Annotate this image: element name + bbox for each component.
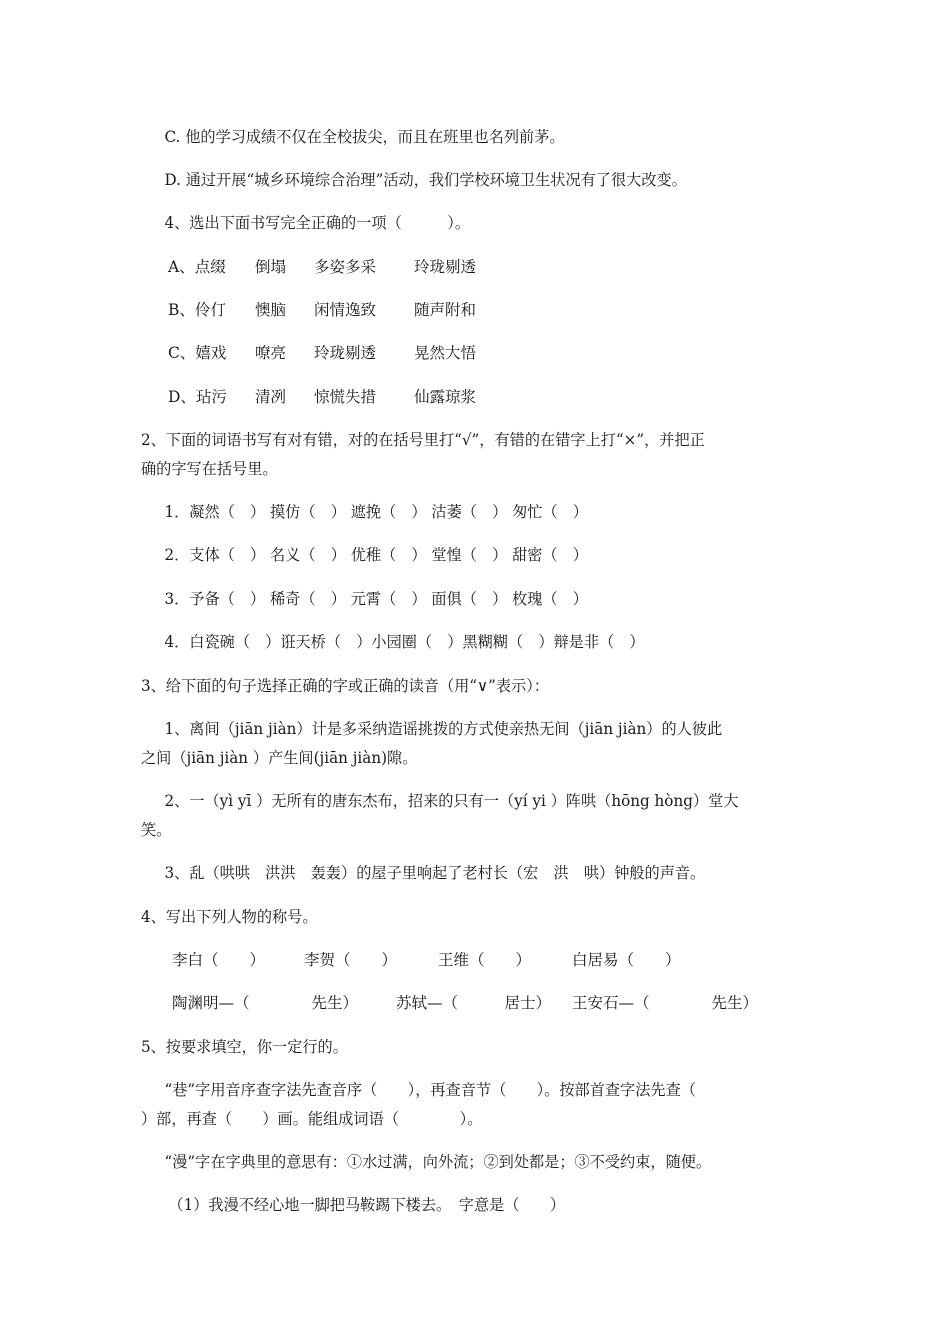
dictionary-task: “巷”字用音序查字法先查音序（ ），再查音节（ ）。按部首查字法先查（ [164, 1081, 696, 1099]
question-3-title: 3、给下面的句子选择正确的字或正确的读音（用“∨”表示）： [140, 677, 550, 695]
option-c-sentence: C. 他的学习成绩不仅在全校拔尖，而且在班里也名列前茅。 [164, 128, 565, 146]
title-wang-anshi: 王安石—（ 先生） [572, 994, 759, 1012]
sentence-2-cont: 笑。 [140, 821, 172, 839]
option-word: 懊脑 [255, 301, 287, 319]
option-word: 嘹亮 [255, 344, 287, 362]
word-row-1: 1．凝然（ ） 摸仿（ ） 遮挽（ ） 沽萎（ ） 匆忙（ ） [164, 503, 588, 521]
option-word: 随声附和 [414, 301, 477, 319]
option-word: 玲珑剔透 [314, 344, 377, 362]
title-su-shi: 苏轼—（ 居士） [396, 994, 552, 1012]
option-word: 倒塌 [255, 258, 287, 276]
title-tao-yuanming: 陶渊明—（ 先生） [172, 994, 359, 1012]
option-label: B、伶仃 [168, 301, 226, 319]
option-label: A、点缀 [168, 258, 226, 276]
poet-li-bai: 李白（ ） [172, 951, 266, 969]
sentence-3: 3、乱（哄哄 洪洪 轰轰）的屋子里响起了老村长（宏 洪 哄）钟般的声音。 [164, 864, 706, 882]
question-4b-title: 4、写出下列人物的称号。 [140, 908, 318, 926]
word-row-4: 4．白瓷碗（ ）诳天桥（ ）小园圈（ ）黑糊糊（ ）辩是非（ ） [164, 633, 645, 651]
poet-wang-wei: 王维（ ） [438, 951, 532, 969]
option-word: 晃然大悟 [414, 344, 477, 362]
option-word: 清冽 [255, 388, 287, 406]
option-word: 多姿多采 [314, 258, 377, 276]
dictionary-task-cont: ）部，再查（ ）画。能组成词语（ ）。 [140, 1110, 483, 1128]
poet-li-he: 李贺（ ） [304, 951, 398, 969]
man-meanings: “漫”字在字典里的意思有：①水过满，向外流；②到处都是；③不受约束，随便。 [164, 1153, 712, 1171]
sentence-1-cont: 之间（jiān jiàn ）产生间(jiān jiàn)隙。 [140, 749, 418, 767]
question-4-title: 4、选出下面书写完全正确的一项（ ）。 [164, 214, 471, 232]
option-word: 玲珑剔透 [414, 258, 477, 276]
poet-bai-juyi: 白居易（ ） [572, 951, 681, 969]
sentence-2: 2、一（yì yī ）无所有的唐东杰布，招来的只有一（yí yi ）阵哄（hōng hòng）堂大 [164, 792, 739, 810]
question-5-title: 5、按要求填空，你一定行的。 [140, 1038, 348, 1056]
option-label: D、玷污 [168, 388, 227, 406]
option-word: 仙露琼浆 [414, 388, 477, 406]
sentence-1: 1、离间（jiān jiàn）计是多采纳造谣挑拨的方式使亲热无间（jiān jiàn）的人彼此 [164, 720, 723, 738]
option-d-sentence: D. 通过开展“城乡环境综合治理”活动，我们学校环境卫生状况有了很大改变。 [164, 171, 687, 189]
question-2-title: 2、下面的词语书写有对有错，对的在括号里打“√”，有错的在错字上打“×”，并把正 [140, 431, 705, 449]
word-row-2: 2．支体（ ） 名义（ ） 优稚（ ） 堂惶（ ） 甜密（ ） [164, 546, 588, 564]
option-word: 惊慌失措 [314, 388, 377, 406]
word-row-3: 3．予备（ ） 稀奇（ ） 元霄（ ） 面俱（ ） 枚瑰（ ） [164, 590, 588, 608]
question-2-title-cont: 确的字写在括号里。 [140, 460, 278, 478]
option-word: 闲情逸致 [314, 301, 377, 319]
option-label: C、嬉戏 [168, 344, 227, 362]
man-sentence-1: （1）我漫不经心地一脚把马鞍踢下楼去。 字意是（ ） [168, 1196, 566, 1214]
